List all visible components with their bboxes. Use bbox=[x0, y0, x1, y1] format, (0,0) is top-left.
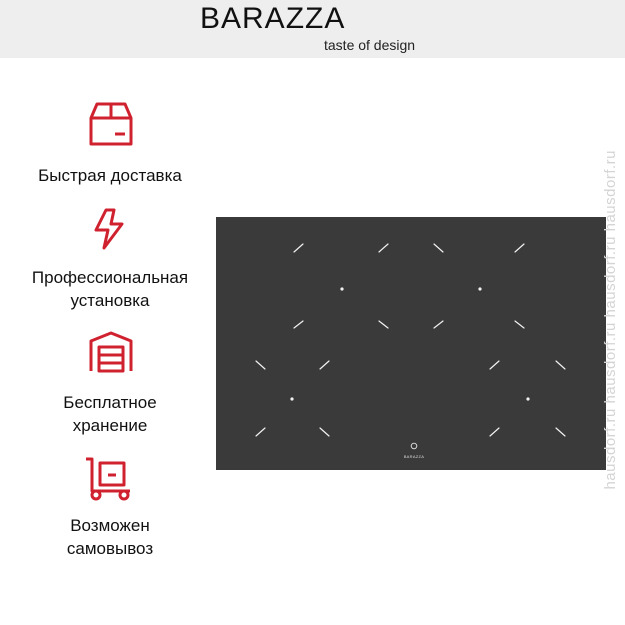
feature-label-pickup: Возможен самовывоз bbox=[66, 516, 154, 558]
brand-logo: BARAZZA bbox=[200, 2, 346, 35]
zone-center-dot bbox=[290, 397, 293, 400]
feature-label-delivery: Быстрая доставка bbox=[38, 166, 182, 185]
zone-center-dot bbox=[340, 287, 343, 290]
feature-label-storage: Бесплатное хранение bbox=[63, 393, 157, 435]
zone-marker bbox=[256, 428, 265, 436]
brand-tagline: taste of design bbox=[324, 37, 416, 53]
zone-marker bbox=[294, 321, 303, 328]
zone-marker bbox=[490, 428, 499, 436]
zone-marker bbox=[256, 361, 265, 369]
watermark bbox=[598, 150, 625, 620]
product-image-cooktop bbox=[216, 217, 606, 470]
zone-marker bbox=[556, 428, 565, 436]
zone-marker bbox=[490, 361, 499, 369]
cooktop-markings bbox=[216, 217, 606, 470]
zone-center-dot bbox=[478, 287, 481, 290]
delivery-box-icon bbox=[87, 100, 135, 148]
zone-marker bbox=[379, 244, 388, 252]
cooktop-brand-mark: BARAZZA bbox=[403, 454, 425, 459]
power-icon bbox=[411, 443, 417, 449]
zone-marker bbox=[320, 428, 329, 436]
brand-header bbox=[0, 0, 625, 58]
zone-marker bbox=[556, 361, 565, 369]
zone-marker bbox=[320, 361, 329, 369]
hand-truck-icon bbox=[84, 455, 134, 501]
warehouse-icon bbox=[87, 331, 135, 373]
zone-marker bbox=[434, 244, 443, 252]
zone-marker bbox=[434, 321, 443, 328]
zone-marker bbox=[515, 321, 524, 328]
watermark-text: hausdorf.ru hausdorf.ru hausdorf.ru hausdorf.ru bbox=[602, 150, 619, 490]
lightning-icon bbox=[92, 208, 128, 250]
zone-marker bbox=[379, 321, 388, 328]
zone-marker bbox=[294, 244, 303, 252]
feature-label-installation: Профессиональная установка bbox=[31, 268, 189, 310]
zone-marker bbox=[515, 244, 524, 252]
zone-center-dot bbox=[526, 397, 529, 400]
